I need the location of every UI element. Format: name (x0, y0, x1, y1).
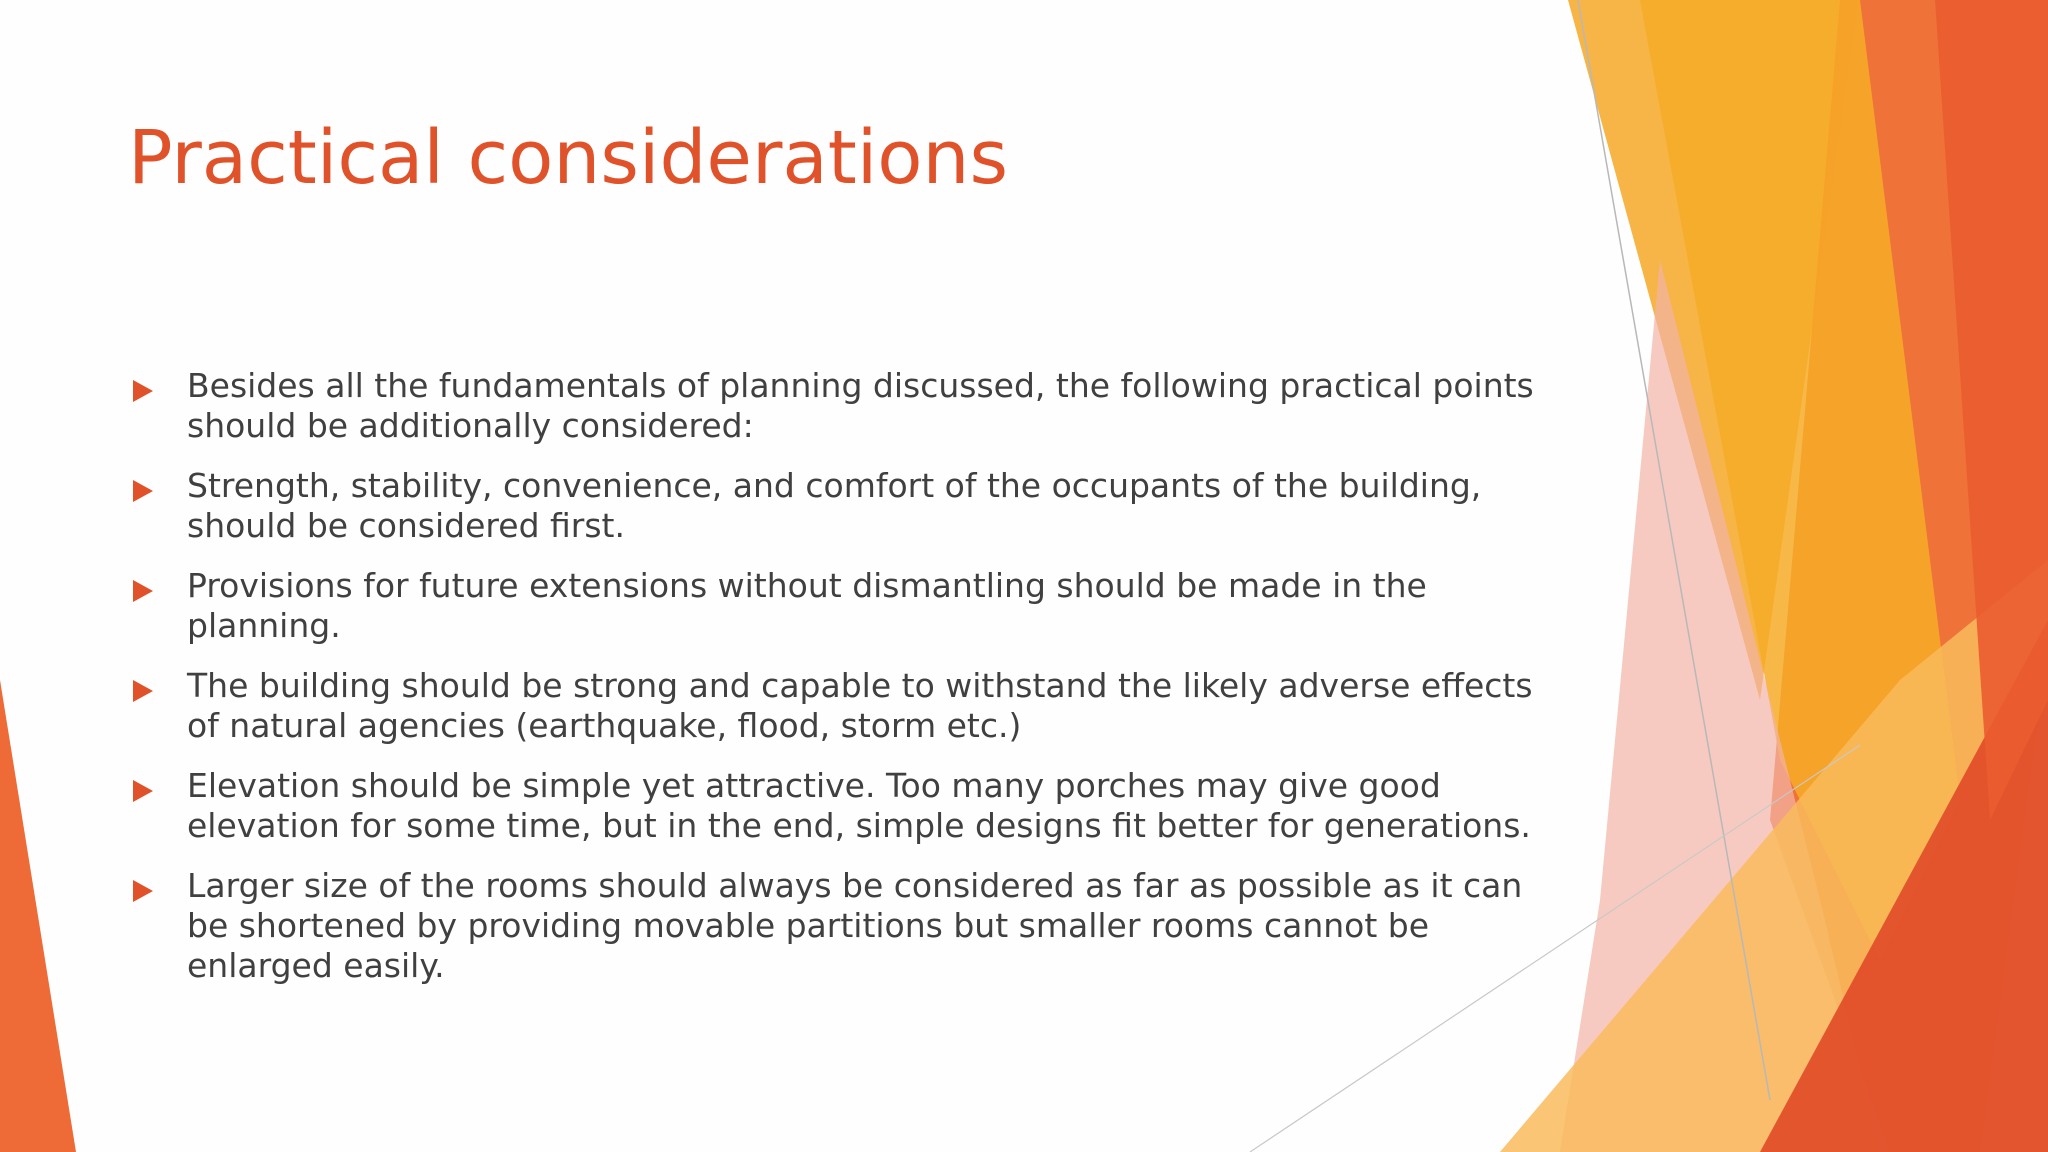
bullet-item (130, 566, 1550, 646)
bullet-text: Elevation should be simple yet attractive. Too many porches may give good elevation for some time, but in the end, simple designs fit better for generations. (187, 766, 1531, 845)
bullet-text: Strength, stability, convenience, and comfort of the occupants of the building, should be considered first. (187, 466, 1482, 545)
triangle-right-icon (133, 580, 153, 602)
slide-title: Practical considerations (128, 115, 1009, 201)
bullet-item (130, 666, 1550, 746)
bullet-item (130, 766, 1550, 846)
left-edge-shape (0, 680, 76, 1152)
bullet-text: The building should be strong and capable to withstand the likely adverse effects of natural agencies (earthquake, flood, storm etc.) (187, 666, 1533, 745)
triangle-right-icon (133, 480, 153, 502)
bullet-item (130, 866, 1550, 986)
bullet-text: Provisions for future extensions without dismantling should be made in the planning. (187, 566, 1427, 645)
bullet-item (130, 366, 1550, 446)
triangle-right-icon (133, 880, 153, 902)
triangle-right-icon (133, 680, 153, 702)
bullet-item (130, 466, 1550, 546)
triangle-right-icon (133, 380, 153, 402)
bullet-list (130, 366, 1550, 1006)
bullet-text: Larger size of the rooms should always be considered as far as possible as it can be shortened by providing movable partitions but smaller rooms cannot be enlarged easily. (187, 866, 1523, 985)
bullet-text: Besides all the fundamentals of planning discussed, the following practical points should be additionally considered: (187, 366, 1534, 445)
triangle-right-icon (133, 780, 153, 802)
